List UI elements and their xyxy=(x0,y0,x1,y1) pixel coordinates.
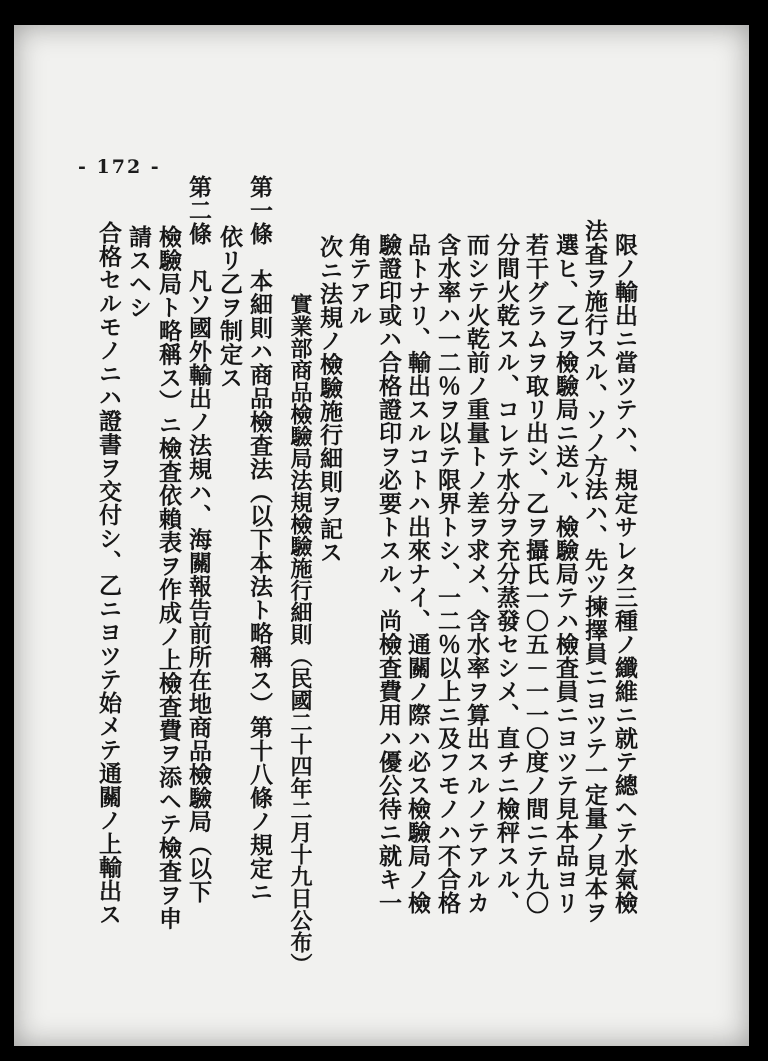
text-column: 限ノ輸出ニ當ツテハ、規定サレタ三種ノ纖維ニ就テ總ヘテ水氣檢 xyxy=(611,233,638,915)
page-number: - 172 - xyxy=(78,156,161,178)
article-1: 第一條 本細則ハ商品檢査法（以下本法ト略稱ス）第十八條ノ規定ニ xyxy=(246,175,273,904)
text-column: 請スヘシ xyxy=(125,225,152,319)
text-column: 驗證印或ハ合格證印ヲ必要トスル、尚檢査費用ハ優公待ニ就キ一 xyxy=(375,233,402,915)
text-column: 含水率ハ一二％ヲ以テ限界トシ、一二％以上ニ及フモノハ不合格 xyxy=(434,233,461,915)
text-column: 合格セルモノニハ證書ヲ交付シ、乙ニヨツテ始メテ通關ノ上輸出ス xyxy=(95,221,122,926)
text-column: 品トナリ、輸出スルコトハ出來ナイ、通關ノ際ハ必ス檢驗局ノ檢 xyxy=(404,233,431,915)
document-page xyxy=(14,25,749,1046)
section-heading: 實業部商品檢驗局法規檢驗施行細則（民國二十四年二月十九日公布） xyxy=(287,293,313,975)
text-column: 若干グラムヲ取リ出シ、乙ヲ攝氏一〇五－一一〇度ノ間ニテ九〇 xyxy=(522,233,549,915)
text-column: 依リ乙ヲ制定ス xyxy=(216,225,243,390)
article-2: 第二條 凡ソ國外輸出ノ法規ハ、海關報告前所在地商品檢驗局（以下 xyxy=(185,175,212,904)
text-column: 次ニ法規ノ檢驗施行細則ヲ記ス xyxy=(316,235,343,564)
text-column: 分間火乾スル、コレテ水分ヲ充分蒸發セシメ、直チニ檢秤スル、 xyxy=(493,233,520,915)
text-column: 角テアル xyxy=(345,233,372,327)
text-column: 而シテ火乾前ノ重量トノ差ヲ求メ、含水率ヲ算出スルノテアルカ xyxy=(463,233,490,915)
text-column: 法査ヲ施行スル、ソノ方法ハ、先ツ揀擇員ニヨツテ一定量ノ見本ヲ xyxy=(581,219,608,924)
text-column: 選ヒ、乙ヲ檢驗局ニ送ル、檢驗局テハ檢査員ニヨツテ見本品ヨリ xyxy=(552,233,579,915)
text-column: 檢驗局ト略稱ス）ニ檢査依賴表ヲ作成ノ上檢査費ヲ添ヘテ檢査ヲ申 xyxy=(155,225,182,930)
